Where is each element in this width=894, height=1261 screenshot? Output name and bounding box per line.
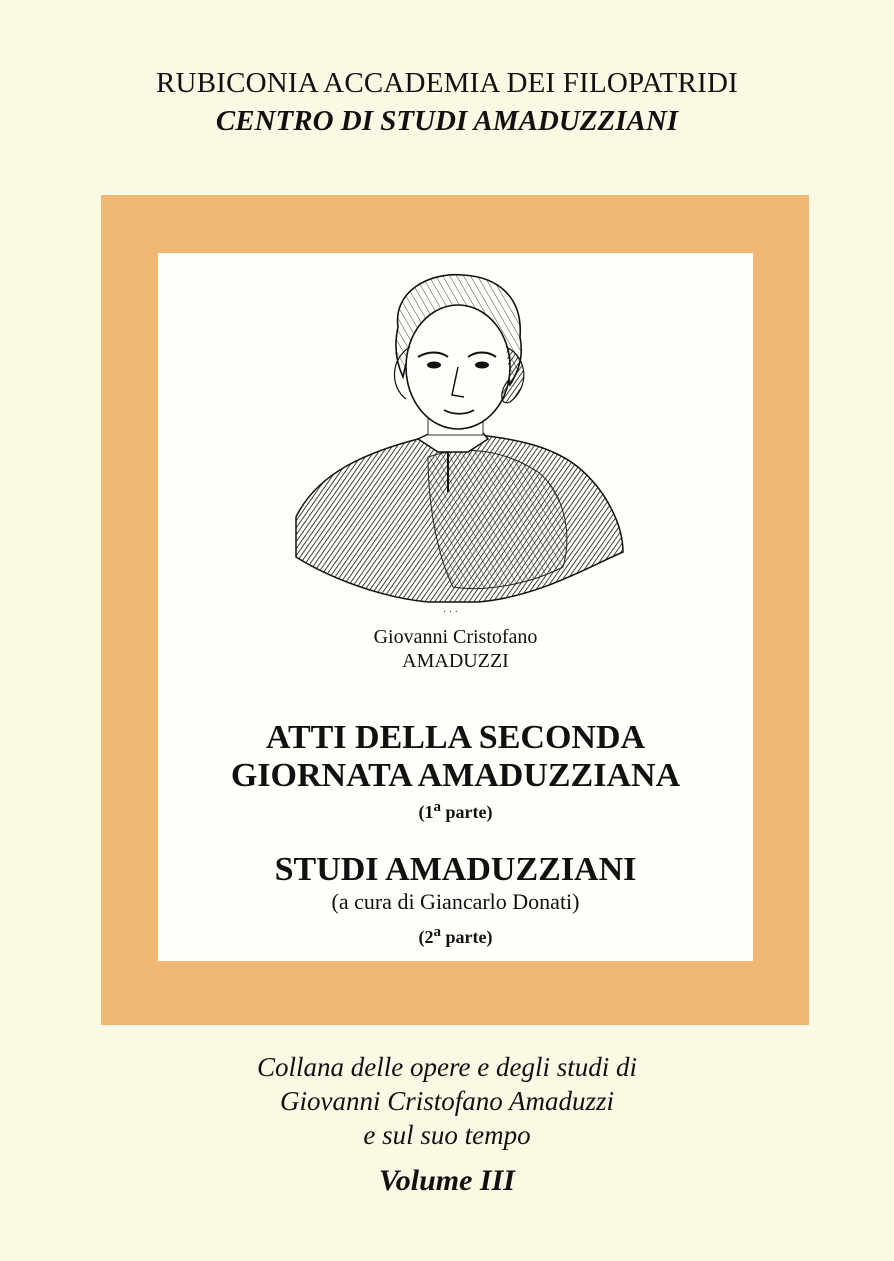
center-name: CENTRO DI STUDI AMADUZZIANI xyxy=(215,105,679,137)
cover-panel xyxy=(158,253,753,961)
portrait-name-first: Giovanni Cristofano xyxy=(373,626,538,648)
series-line3: e sul suo tempo xyxy=(363,1120,531,1150)
part-two-label: (2$^a$ parte) xyxy=(418,924,493,947)
part-one-number: 1 xyxy=(424,802,434,822)
part-two-word: parte xyxy=(445,927,487,947)
series-footer xyxy=(0,1050,894,1198)
volume-label: Volume III xyxy=(379,1164,515,1197)
portrait-caption xyxy=(158,625,753,673)
cover-frame xyxy=(101,195,809,1025)
portrait-engraving xyxy=(278,267,633,619)
main-title-line2: GIORNATA AMADUZZIANA xyxy=(230,757,681,794)
part-one-word: parte xyxy=(445,802,487,822)
curator-line: (a cura di Giancarlo Donati) xyxy=(331,889,580,914)
series-line1: Collana delle opere e degli studi di xyxy=(257,1052,637,1082)
subtitle: STUDI AMADUZZIANI xyxy=(274,851,637,888)
portrait-name-last: AMADUZZI xyxy=(402,650,509,672)
part-one-superscript: a xyxy=(433,799,441,815)
svg-text:· · ·: · · · xyxy=(443,607,458,618)
part-two-number: 2 xyxy=(424,927,434,947)
main-title xyxy=(158,719,753,795)
main-title-line1: ATTI DELLA SECONDA xyxy=(265,719,646,756)
part-one-label: (1$^a$ parte) xyxy=(418,799,493,822)
academy-name: RUBICONIA ACCADEMIA DEI FILOPATRIDI xyxy=(156,67,738,99)
part-two-superscript: a xyxy=(433,924,441,940)
publisher-header xyxy=(0,64,894,140)
series-line2: Giovanni Cristofano Amaduzzi xyxy=(279,1086,615,1116)
